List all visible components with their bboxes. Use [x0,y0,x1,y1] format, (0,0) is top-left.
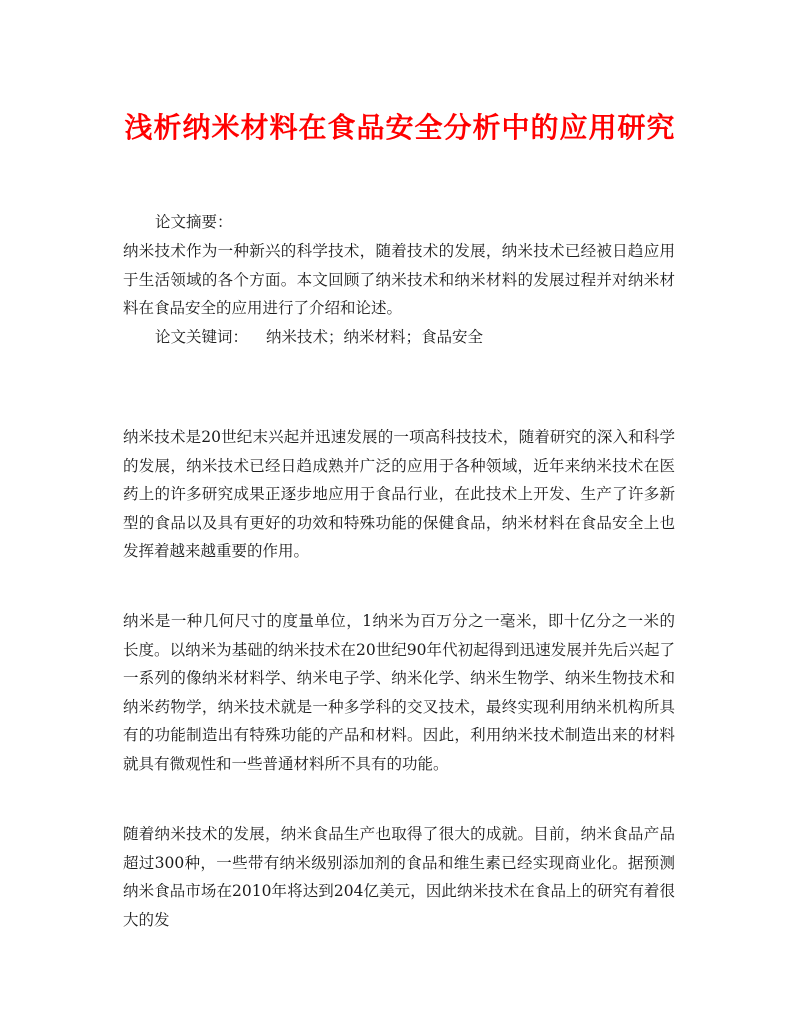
abstract-paragraph: 纳米技术作为一种新兴的科学技术，随着技术的发展，纳米技术已经被日趋应用于生活领域的各个方面。本文回顾了纳米技术和纳米材料的发展过程并对纳米材料在食品安全的应用进行了介绍和论述。 [123,242,675,318]
abstract-text [123,237,675,323]
paragraph-text: 纳米技术是20世纪末兴起并迅速发展的一项高科技技术，随着研究的深入和科学的发展，纳米技术已经日趋成熟并广泛的应用于各种领域，近年来纳米技术在医药上的许多研究成果正逐步地应用于食品行业，在此技术上开发、生产了许多新型的食品以及具有更好的功效和特殊功能的保健食品，纳米材料在食品安全上也发挥着越来越重要的作用。 [123,428,675,561]
keywords-line [155,323,483,351]
keywords-label: 论文关键词： [155,328,249,346]
document-title: 浅析纳米材料在食品安全分析中的应用研究 [124,111,676,144]
abstract-label: 论文摘要： [155,213,233,231]
paragraph-text: 纳米是一种几何尺寸的度量单位，1纳米为百万分之一毫米，即十亿分之一米的长度。以纳米为基础的纳米技术在20世纪90年代初起得到迅速发展并先后兴起了一系列的像纳米材料学、纳米电子学、纳米化学、纳米生物学、纳米生物技术和纳米药物学，纳米技术就是一种多学科的交叉技术，最终实现利用纳米机构所具有的功能制造出有特殊功能的产品和材料。因此，利用纳米技术制造出来的材料就具有微观性和一些普通材料所不具有的功能。 [123,612,675,773]
paragraph-text: 随着纳米技术的发展，纳米食品生产也取得了很大的成就。目前，纳米食品产品超过300种，一些带有纳米级别添加剂的食品和维生素已经实现商业化。据预测纳米食品市场在2010年将达到204亿美元，因此纳米技术在食品上的研究有着很大的发 [123,825,675,929]
body-paragraph-3 [123,820,675,934]
body-paragraph-1 [123,423,675,566]
keywords-values: 纳米技术；纳米材料；食品安全 [266,328,484,346]
body-paragraph-2 [123,607,675,779]
